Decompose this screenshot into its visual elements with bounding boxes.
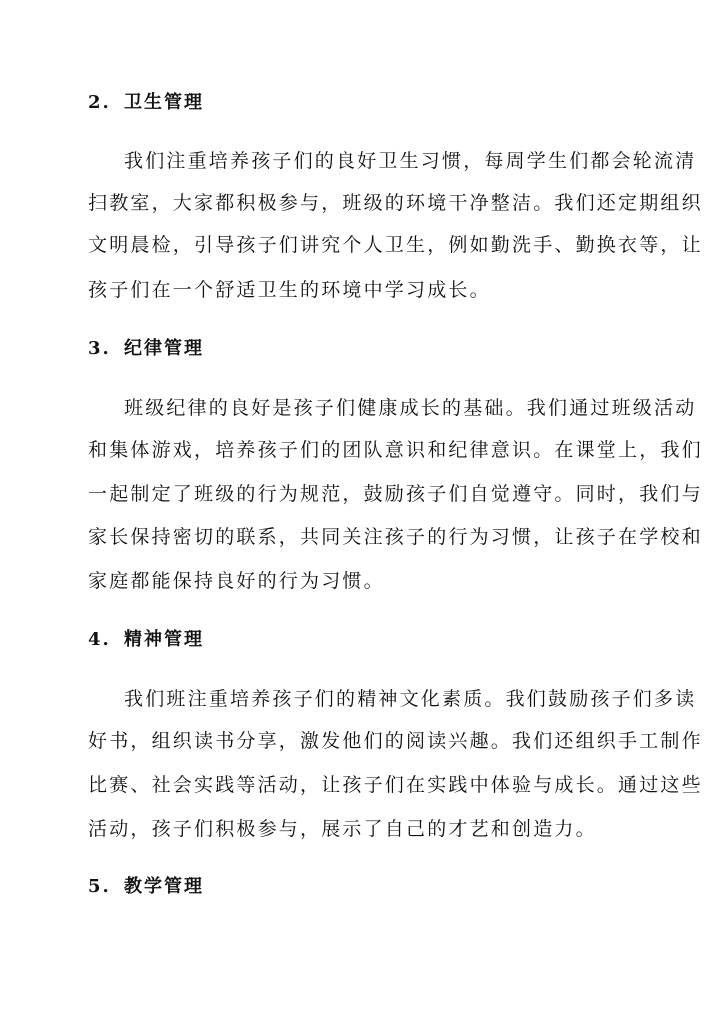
paragraph-line: 孩子们在一个舒适卫生的环境中学习成长。	[88, 279, 491, 301]
section-title: 精神管理	[124, 629, 204, 650]
paragraph-line: 扫教室，大家都积极参与，班级的环境干净整洁。我们还定期组织	[88, 192, 703, 214]
paragraph-line: 一起制定了班级的行为规范，鼓励孩子们自觉遵守。同时，我们与	[88, 483, 703, 505]
section-title: 纪律管理	[124, 338, 204, 359]
paragraph-line: 我们班注重培养孩子们的精神文化素质。我们鼓励孩子们多读	[124, 688, 697, 710]
paragraph-line: 家长保持密切的联系，共同关注孩子的行为习惯，让孩子在学校和	[88, 526, 703, 548]
section-title: 教学管理	[124, 876, 204, 897]
section-number: 2.	[88, 92, 111, 113]
paragraph-line: 班级纪律的良好是孩子们健康成长的基础。我们通过班级活动	[124, 397, 697, 419]
paragraph-line: 活动，孩子们积极参与，展示了自己的才艺和创造力。	[88, 818, 597, 840]
paragraph-line: 我们注重培养孩子们的良好卫生习惯，每周学生们都会轮流清	[124, 150, 697, 172]
section-number: 4.	[88, 629, 111, 650]
paragraph-line: 比赛、社会实践等活动，让孩子们在实践中体验与成长。通过这些	[88, 774, 703, 796]
paragraph-line: 和集体游戏，培养孩子们的团队意识和纪律意识。在课堂上，我们	[88, 439, 703, 461]
paragraph-line: 家庭都能保持良好的行为习惯。	[88, 570, 385, 592]
section-number: 5.	[88, 876, 111, 897]
section-heading	[88, 872, 204, 898]
section-heading	[88, 625, 204, 651]
section-heading	[88, 88, 204, 114]
paragraph-line: 好书，组织读书分享，激发他们的阅读兴趣。我们还组织手工制作	[88, 730, 703, 752]
section-title: 卫生管理	[124, 92, 204, 113]
section-number: 3.	[88, 338, 111, 359]
section-heading	[88, 334, 204, 360]
paragraph-line: 文明晨检，引导孩子们讲究个人卫生，例如勤洗手、勤换衣等，让	[88, 234, 703, 256]
